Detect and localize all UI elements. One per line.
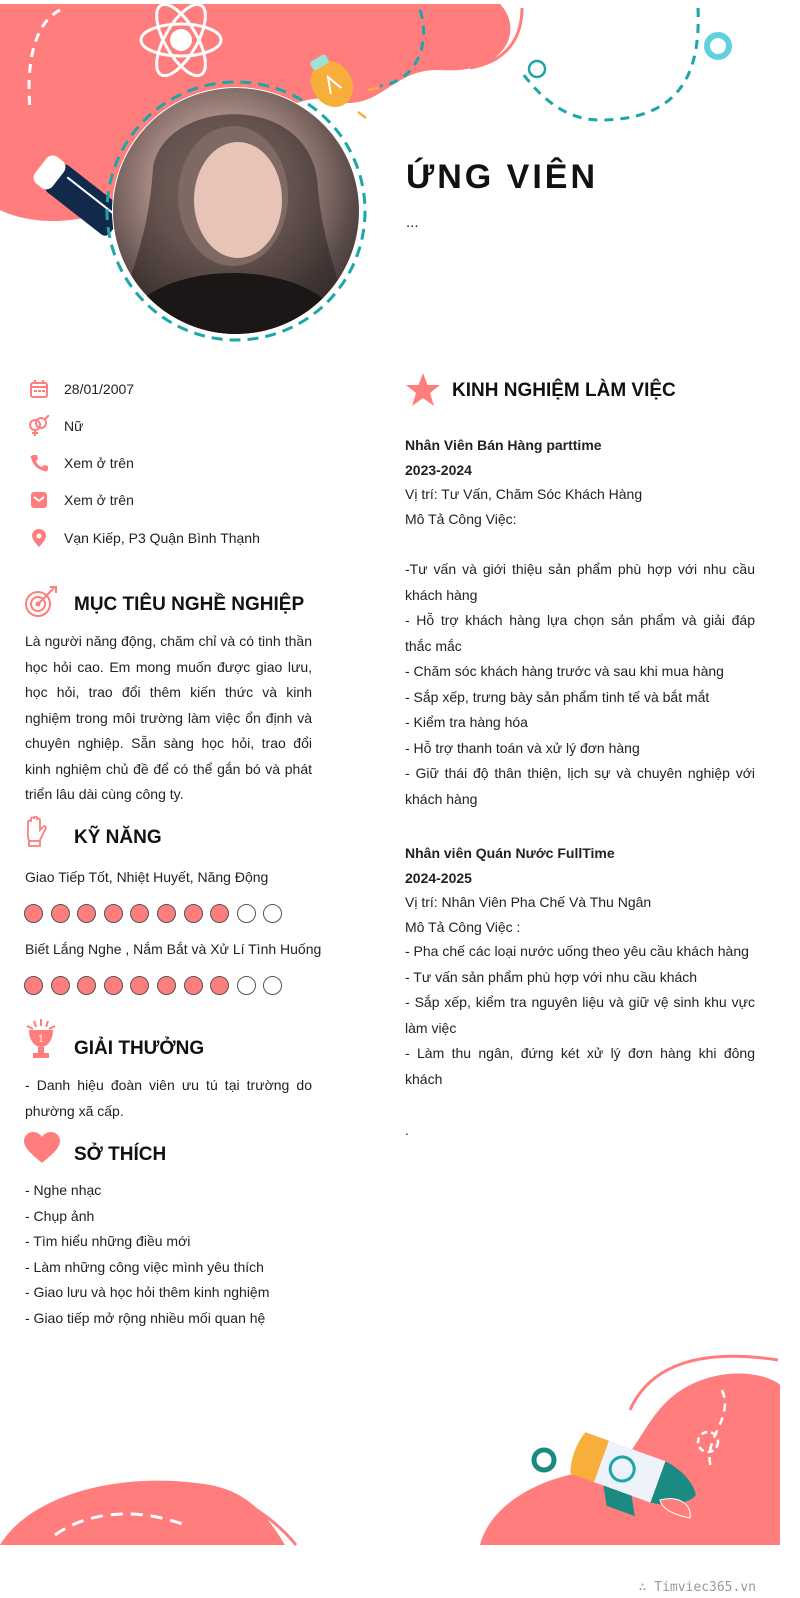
job-position: Vị trí: Nhân Viên Pha Chế Và Thu Ngân: [405, 894, 652, 910]
job-desc-label: Mô Tả Công Việc :: [405, 918, 521, 935]
footer-watermark: ∴ Timviec365.vn: [638, 1580, 756, 1595]
address-value: Vạn Kiếp, P3 Quận Bình Thạnh: [64, 530, 260, 546]
rating-dot-filled: [130, 904, 149, 923]
location-icon: [26, 525, 52, 551]
candidate-name: ỨNG VIÊN: [406, 158, 599, 196]
rating-dot-empty: [263, 976, 282, 995]
rating-dot-filled: [210, 904, 229, 923]
profile-photo: [113, 88, 359, 334]
trailing-text: .: [405, 1122, 409, 1138]
contact-gender: [26, 413, 346, 439]
candidate-subtitle: ...: [406, 214, 419, 231]
rating-dot-empty: [237, 904, 256, 923]
svg-text:1: 1: [37, 1034, 45, 1045]
rating-dot-filled: [51, 904, 70, 923]
blank-line: [405, 531, 755, 557]
list-item: - Làm những công việc mình yêu thích: [25, 1258, 264, 1275]
list-item: - Giao tiếp mở rộng nhiều mối quan hệ: [25, 1309, 266, 1326]
hobbies-list: [25, 1178, 269, 1331]
skill-label: Giao Tiếp Tốt, Nhiệt Huyết, Năng Động: [25, 869, 269, 885]
list-item: - Kiểm tra hàng hóa: [405, 714, 528, 730]
rating-dot-filled: [184, 904, 203, 923]
hand-icon: [24, 816, 48, 853]
rating-dot-filled: [24, 976, 43, 995]
awards-title: GIẢI THƯỞNG: [74, 1038, 205, 1059]
list-item: - Hỗ trợ khách hàng lựa chọn sản phẩm và giải đáp thắc mắc: [405, 612, 755, 654]
rating-dot-filled: [24, 904, 43, 923]
job-duties: [405, 939, 755, 1092]
email-icon: [26, 487, 52, 513]
job-title: Nhân viên Quán Nước FullTime: [405, 845, 615, 861]
rating-dot-filled: [157, 904, 176, 923]
list-item: - Chụp ảnh: [25, 1207, 95, 1224]
email-value: Xem ở trên: [64, 492, 134, 508]
rating-dot-filled: [104, 976, 123, 995]
rating-dot-filled: [157, 976, 176, 995]
skill-rating: [24, 904, 282, 923]
job-years: 2023-2024: [405, 461, 472, 478]
list-item: - Nghe nhạc: [25, 1182, 102, 1198]
calendar-icon: [26, 376, 52, 402]
skill-label: Biết Lắng Nghe , Nắm Bắt và Xử Lí Tình Huống: [25, 941, 322, 957]
list-item: - Làm thu ngân, đứng két xử lý đơn hàng khi đông khách: [405, 1045, 755, 1087]
list-item: - Tư vấn sản phẩm phù hợp với nhu cầu khách: [405, 968, 698, 985]
job-years: 2024-2025: [405, 869, 472, 886]
phone-icon: [26, 450, 52, 476]
gender-value: Nữ: [64, 418, 84, 434]
rating-dot-empty: [263, 904, 282, 923]
hobbies-title: SỞ THÍCH: [74, 1144, 167, 1165]
job-title: Nhân Viên Bán Hàng parttime: [405, 437, 602, 453]
list-item: - Giữ thái độ thân thiện, lịch sự và chuyên nghiệp với khách hàng: [405, 765, 755, 807]
heart-icon: [24, 1132, 60, 1169]
phone-value: Xem ở trên: [64, 455, 134, 471]
trophy-icon: [24, 1019, 58, 1066]
list-item: - Giao lưu và học hỏi thêm kinh nghiệm: [25, 1284, 270, 1300]
contact-phone: [26, 450, 346, 476]
list-item: - Hỗ trợ thanh toán và xử lý đơn hàng: [405, 739, 640, 756]
job-entry: [405, 841, 755, 1143]
contact-email: [26, 487, 346, 513]
blank-line: [405, 1092, 755, 1118]
skills-title: KỸ NĂNG: [74, 827, 162, 848]
rating-dot-filled: [51, 976, 70, 995]
list-item: - Sắp xếp, kiểm tra nguyên liệu và giữ vệ sinh khu vực làm việc: [405, 994, 755, 1036]
contact-birthdate: [26, 376, 346, 402]
rating-dot-filled: [184, 976, 203, 995]
birthdate-value: 28/01/2007: [64, 381, 135, 397]
list-item: -Tư vấn và giới thiệu sản phẩm phù hợp với nhu cầu khách hàng: [405, 561, 755, 603]
gender-icon: [26, 413, 52, 439]
experience-title: KINH NGHIỆM LÀM VIỆC: [452, 380, 676, 401]
job-entry: [405, 433, 755, 812]
rating-dot-empty: [237, 976, 256, 995]
star-icon: [405, 373, 441, 412]
list-item: - Chăm sóc khách hàng trước và sau khi mua hàng: [405, 663, 724, 679]
objective-text: Là người năng động, chăm chỉ và có tinh thần học hỏi cao. Em mong muốn được giao lưu, học hỏi, trao đổi thêm kiến thức và kinh nghiệm trong môi trường làm việc ổn định và chuyên nghiệp. Sẵn sàng học hỏi, trao đổi kinh nghiệm chủ đề để có thể gắn bó và phát triển lâu dài cùng công ty.: [25, 633, 312, 802]
job-duties: [405, 557, 755, 812]
list-item: - Sắp xếp, trưng bày sản phẩm tinh tế và bắt mắt: [405, 688, 710, 705]
awards-text: - Danh hiệu đoàn viên ưu tú tại trường do phường xã cấp.: [25, 1077, 312, 1119]
target-icon: [24, 585, 58, 624]
rating-dot-filled: [104, 904, 123, 923]
rating-dot-filled: [130, 976, 149, 995]
rating-dot-filled: [77, 904, 96, 923]
rating-dot-filled: [210, 976, 229, 995]
list-item: - Tìm hiểu những điều mới: [25, 1233, 191, 1249]
portrait-illustration: [113, 88, 359, 334]
job-desc-label: Mô Tả Công Việc:: [405, 510, 517, 527]
skill-rating: [24, 976, 282, 995]
rating-dot-filled: [77, 976, 96, 995]
job-position: Vị trí: Tư Vấn, Chăm Sóc Khách Hàng: [405, 486, 643, 502]
contact-address: [26, 525, 346, 551]
objective-title: MỤC TIÊU NGHỀ NGHIỆP: [74, 594, 305, 615]
list-item: - Pha chế các loại nước uống theo yêu cầu khách hàng: [405, 943, 749, 959]
